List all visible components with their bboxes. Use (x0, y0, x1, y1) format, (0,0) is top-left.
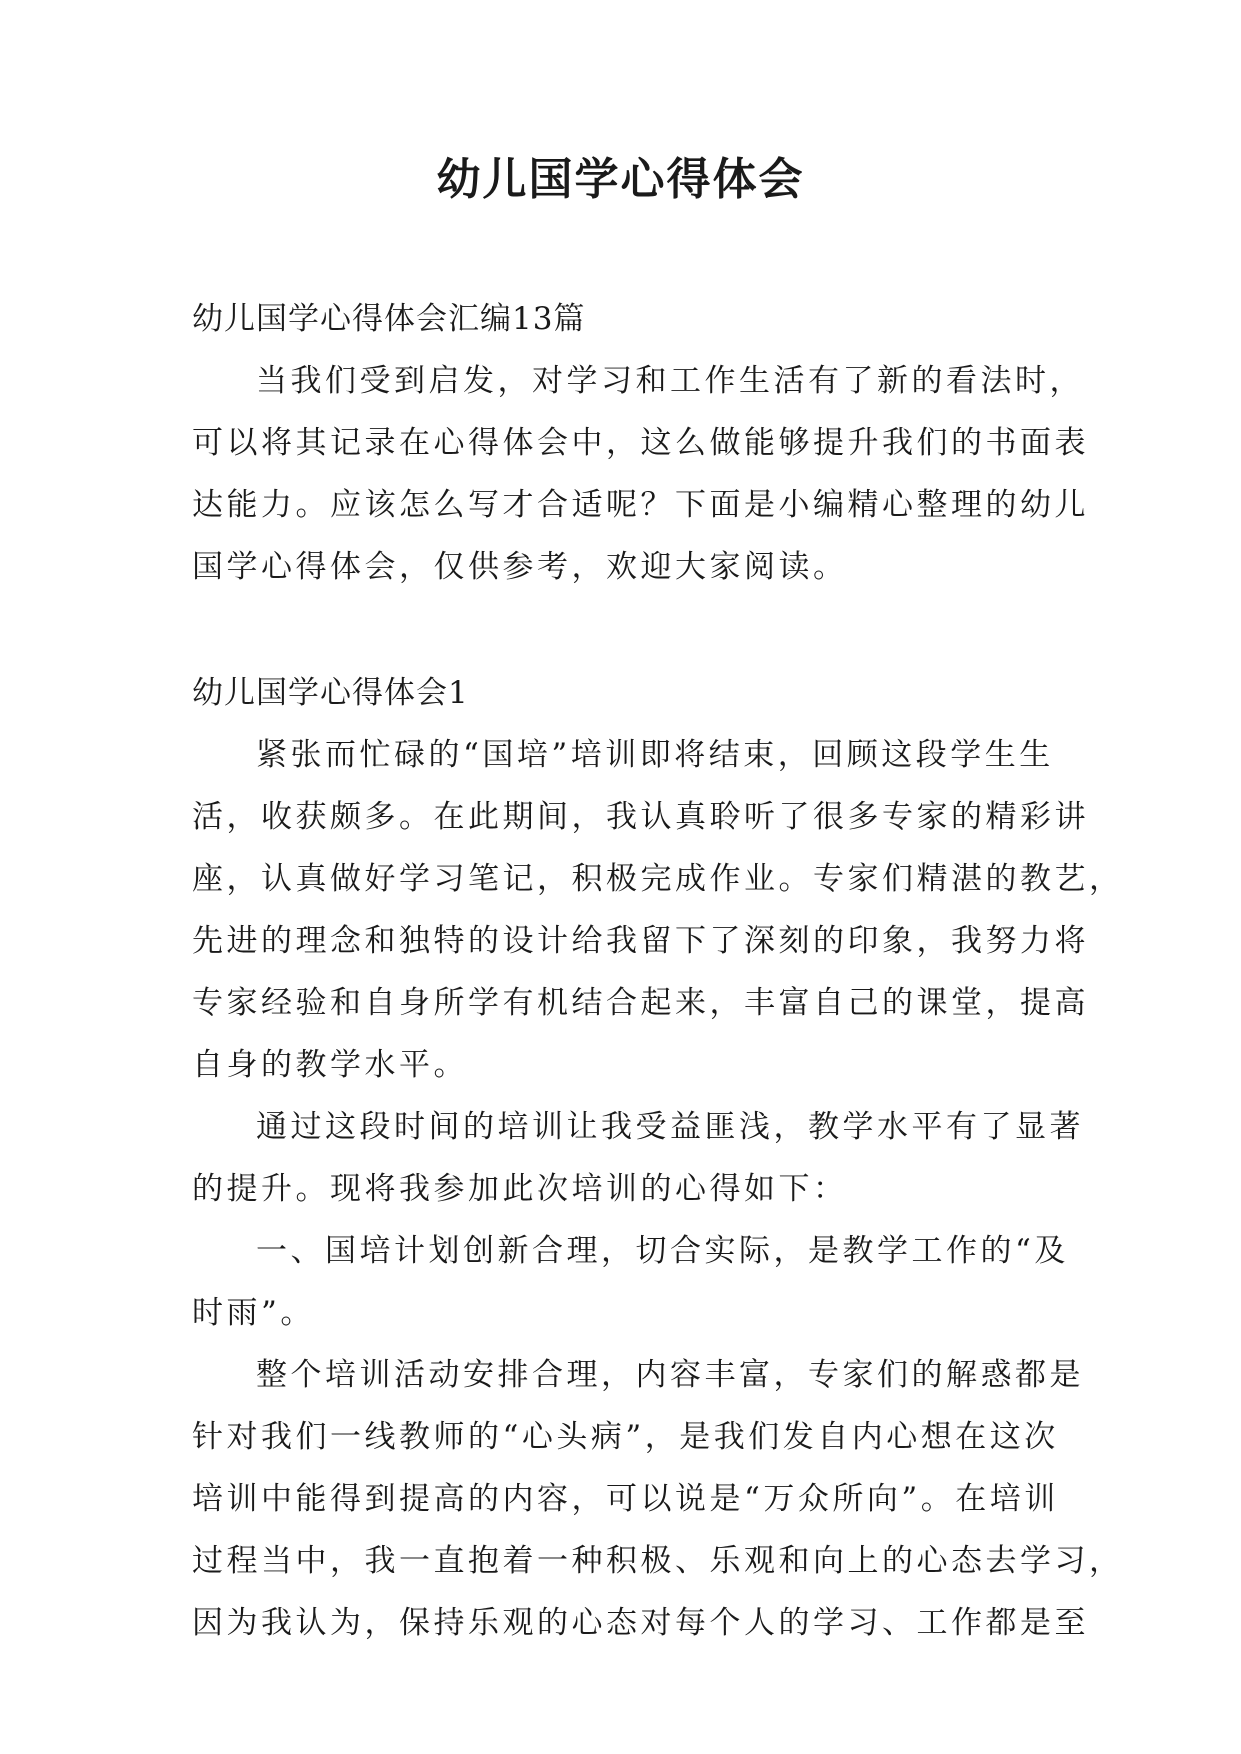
paragraph-line: 先进的理念和独特的设计给我留下了深刻的印象，我努力将 (192, 923, 1089, 959)
page-title: 幼儿国学心得体会 (436, 154, 805, 205)
paragraph-line: 当我们受到启发，对学习和工作生活有了新的看法时， (256, 363, 1084, 399)
document-body (192, 288, 1124, 1654)
section-heading: 幼儿国学心得体会1 (192, 675, 469, 711)
paragraph-line: 的提升。现将我参加此次培训的心得如下： (192, 1171, 848, 1207)
paragraph-line: 培训中能得到提高的内容，可以说是“万众所向”。在培训 (192, 1481, 1059, 1517)
paragraph-line: 针对我们一线教师的“心头病”，是我们发自内心想在这次 (192, 1419, 1059, 1455)
paragraph-line: 国学心得体会，仅供参考，欢迎大家阅读。 (192, 549, 848, 585)
paragraph-line: 可以将其记录在心得体会中，这么做能够提升我们的书面表 (192, 425, 1089, 461)
body-paragraph (192, 1344, 1124, 1654)
paragraph-line: 自身的教学水平。 (192, 1047, 468, 1083)
intro-paragraph (192, 350, 1089, 598)
body-paragraph (192, 1220, 1069, 1344)
paragraph-line: 过程当中，我一直抱着一种积极、乐观和向上的心态去学习， (192, 1543, 1124, 1579)
body-paragraph (192, 1096, 1084, 1220)
paragraph-line: 活，收获颇多。在此期间，我认真聆听了很多专家的精彩讲 (192, 799, 1089, 835)
paragraph-line: 紧张而忙碌的“国培”培训即将结束，回顾这段学生生 (256, 737, 1054, 773)
paragraph-line: 整个培训活动安排合理，内容丰富，专家们的解惑都是 (256, 1357, 1084, 1393)
paragraph-line: 专家经验和自身所学有机结合起来，丰富自己的课堂，提高 (192, 985, 1089, 1021)
paragraph-line: 时雨”。 (192, 1295, 315, 1331)
paragraph-line: 达能力。应该怎么写才合适呢？下面是小编精心整理的幼儿 (192, 487, 1089, 523)
paragraph-line: 因为我认为，保持乐观的心态对每个人的学习、工作都是至 (192, 1605, 1089, 1641)
body-paragraph (192, 724, 1124, 1096)
paragraph-line: 座，认真做好学习笔记，积极完成作业。专家们精湛的教艺， (192, 861, 1124, 897)
collection-heading: 幼儿国学心得体会汇编13篇 (192, 301, 586, 337)
section-spacer (192, 598, 1064, 662)
paragraph-line: 一、国培计划创新合理，切合实际，是教学工作的“及 (256, 1233, 1069, 1269)
paragraph-line: 通过这段时间的培训让我受益匪浅，教学水平有了显著 (256, 1109, 1084, 1145)
